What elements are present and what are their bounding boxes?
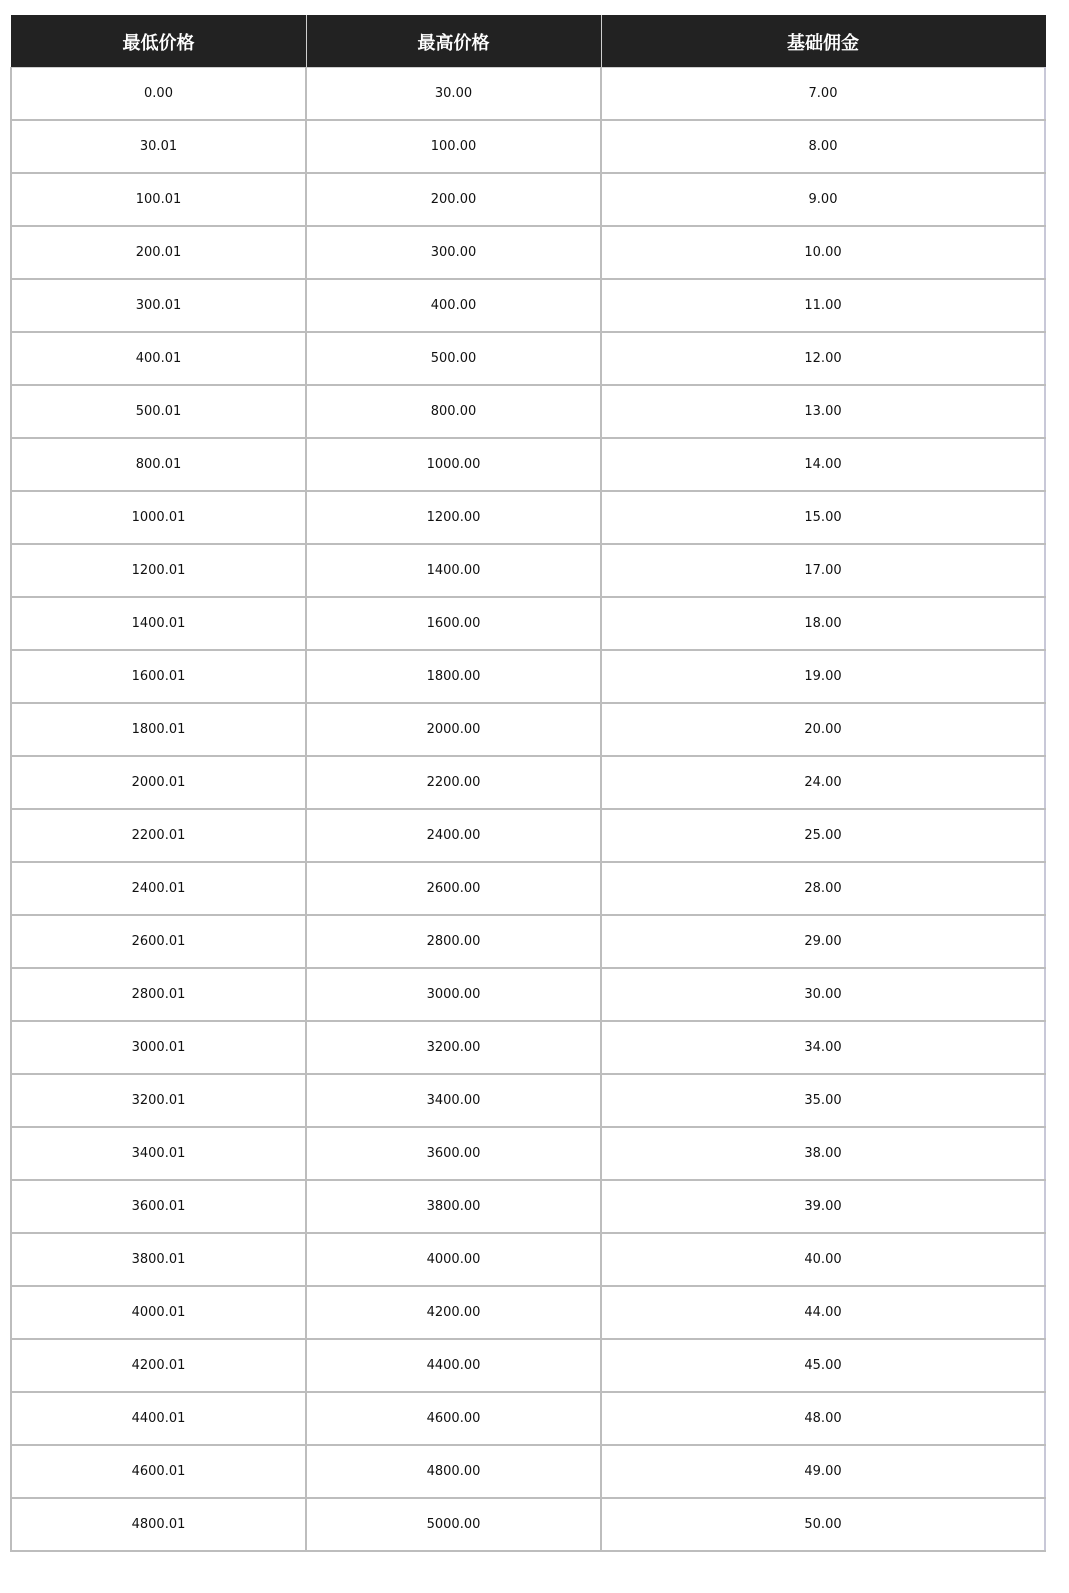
cell-max-price: 4600.00 [306, 1392, 601, 1445]
table-row [11, 385, 1045, 438]
cell-base-commission: 50.00 [601, 1498, 1045, 1551]
cell-base-commission: 48.00 [601, 1392, 1045, 1445]
cell-base-commission: 13.00 [601, 385, 1045, 438]
cell-min-price: 4200.01 [11, 1339, 306, 1392]
header-base-commission: 基础佣金 [601, 16, 1045, 68]
cell-base-commission: 30.00 [601, 968, 1045, 1021]
cell-base-commission: 25.00 [601, 809, 1045, 862]
table-header [11, 16, 1045, 68]
cell-base-commission: 14.00 [601, 438, 1045, 491]
cell-min-price: 2400.01 [11, 862, 306, 915]
cell-base-commission: 40.00 [601, 1233, 1045, 1286]
cell-min-price: 300.01 [11, 279, 306, 332]
table-row [11, 968, 1045, 1021]
cell-max-price: 2600.00 [306, 862, 601, 915]
cell-min-price: 2000.01 [11, 756, 306, 809]
table-row [11, 68, 1045, 121]
header-max-price: 最高价格 [306, 16, 601, 68]
cell-base-commission: 45.00 [601, 1339, 1045, 1392]
table-row [11, 279, 1045, 332]
cell-min-price: 1200.01 [11, 544, 306, 597]
header-min-price: 最低价格 [11, 16, 306, 68]
cell-max-price: 1800.00 [306, 650, 601, 703]
table-row [11, 809, 1045, 862]
cell-min-price: 3000.01 [11, 1021, 306, 1074]
cell-max-price: 2200.00 [306, 756, 601, 809]
cell-base-commission: 9.00 [601, 173, 1045, 226]
table-row [11, 173, 1045, 226]
cell-max-price: 1000.00 [306, 438, 601, 491]
cell-base-commission: 20.00 [601, 703, 1045, 756]
cell-max-price: 1200.00 [306, 491, 601, 544]
cell-max-price: 300.00 [306, 226, 601, 279]
cell-max-price: 3600.00 [306, 1127, 601, 1180]
cell-min-price: 2200.01 [11, 809, 306, 862]
cell-base-commission: 15.00 [601, 491, 1045, 544]
cell-min-price: 3400.01 [11, 1127, 306, 1180]
table-row [11, 915, 1045, 968]
cell-min-price: 100.01 [11, 173, 306, 226]
cell-min-price: 200.01 [11, 226, 306, 279]
table-row [11, 1233, 1045, 1286]
table-row [11, 862, 1045, 915]
table-row [11, 332, 1045, 385]
cell-min-price: 2800.01 [11, 968, 306, 1021]
cell-base-commission: 44.00 [601, 1286, 1045, 1339]
cell-max-price: 3200.00 [306, 1021, 601, 1074]
cell-max-price: 5000.00 [306, 1498, 601, 1551]
table-row [11, 1445, 1045, 1498]
cell-max-price: 100.00 [306, 120, 601, 173]
table-row [11, 226, 1045, 279]
cell-max-price: 4400.00 [306, 1339, 601, 1392]
table-row [11, 120, 1045, 173]
cell-base-commission: 24.00 [601, 756, 1045, 809]
table-row [11, 650, 1045, 703]
cell-min-price: 500.01 [11, 385, 306, 438]
cell-base-commission: 18.00 [601, 597, 1045, 650]
cell-min-price: 3800.01 [11, 1233, 306, 1286]
cell-max-price: 200.00 [306, 173, 601, 226]
cell-base-commission: 28.00 [601, 862, 1045, 915]
cell-base-commission: 11.00 [601, 279, 1045, 332]
cell-min-price: 400.01 [11, 332, 306, 385]
table-row [11, 1074, 1045, 1127]
cell-min-price: 1400.01 [11, 597, 306, 650]
table-row [11, 1180, 1045, 1233]
cell-max-price: 2400.00 [306, 809, 601, 862]
table-row [11, 491, 1045, 544]
cell-max-price: 500.00 [306, 332, 601, 385]
cell-min-price: 3200.01 [11, 1074, 306, 1127]
table-row [11, 1392, 1045, 1445]
cell-base-commission: 10.00 [601, 226, 1045, 279]
cell-min-price: 1600.01 [11, 650, 306, 703]
cell-max-price: 2800.00 [306, 915, 601, 968]
cell-max-price: 400.00 [306, 279, 601, 332]
cell-base-commission: 29.00 [601, 915, 1045, 968]
cell-min-price: 30.01 [11, 120, 306, 173]
cell-min-price: 4600.01 [11, 1445, 306, 1498]
cell-max-price: 3000.00 [306, 968, 601, 1021]
cell-base-commission: 19.00 [601, 650, 1045, 703]
cell-base-commission: 17.00 [601, 544, 1045, 597]
header-row [11, 16, 1045, 68]
cell-base-commission: 34.00 [601, 1021, 1045, 1074]
cell-min-price: 2600.01 [11, 915, 306, 968]
cell-base-commission: 39.00 [601, 1180, 1045, 1233]
commission-table [10, 15, 1046, 1552]
table-row [11, 1021, 1045, 1074]
cell-base-commission: 8.00 [601, 120, 1045, 173]
cell-max-price: 2000.00 [306, 703, 601, 756]
cell-base-commission: 35.00 [601, 1074, 1045, 1127]
cell-base-commission: 38.00 [601, 1127, 1045, 1180]
table-row [11, 703, 1045, 756]
table-row [11, 1286, 1045, 1339]
cell-max-price: 1600.00 [306, 597, 601, 650]
cell-max-price: 3800.00 [306, 1180, 601, 1233]
cell-min-price: 0.00 [11, 68, 306, 121]
cell-max-price: 1400.00 [306, 544, 601, 597]
cell-min-price: 4800.01 [11, 1498, 306, 1551]
cell-max-price: 4200.00 [306, 1286, 601, 1339]
cell-base-commission: 12.00 [601, 332, 1045, 385]
cell-max-price: 4800.00 [306, 1445, 601, 1498]
cell-base-commission: 49.00 [601, 1445, 1045, 1498]
cell-base-commission: 7.00 [601, 68, 1045, 121]
cell-max-price: 4000.00 [306, 1233, 601, 1286]
cell-min-price: 1000.01 [11, 491, 306, 544]
table-row [11, 1127, 1045, 1180]
table-row [11, 756, 1045, 809]
cell-max-price: 800.00 [306, 385, 601, 438]
cell-max-price: 3400.00 [306, 1074, 601, 1127]
cell-min-price: 1800.01 [11, 703, 306, 756]
table-row [11, 597, 1045, 650]
table-row [11, 544, 1045, 597]
cell-min-price: 3600.01 [11, 1180, 306, 1233]
cell-min-price: 4400.01 [11, 1392, 306, 1445]
table-row [11, 1339, 1045, 1392]
cell-min-price: 800.01 [11, 438, 306, 491]
commission-table-container [10, 15, 1044, 1552]
table-row [11, 438, 1045, 491]
cell-min-price: 4000.01 [11, 1286, 306, 1339]
cell-max-price: 30.00 [306, 68, 601, 121]
table-row [11, 1498, 1045, 1551]
table-body [11, 68, 1045, 1552]
